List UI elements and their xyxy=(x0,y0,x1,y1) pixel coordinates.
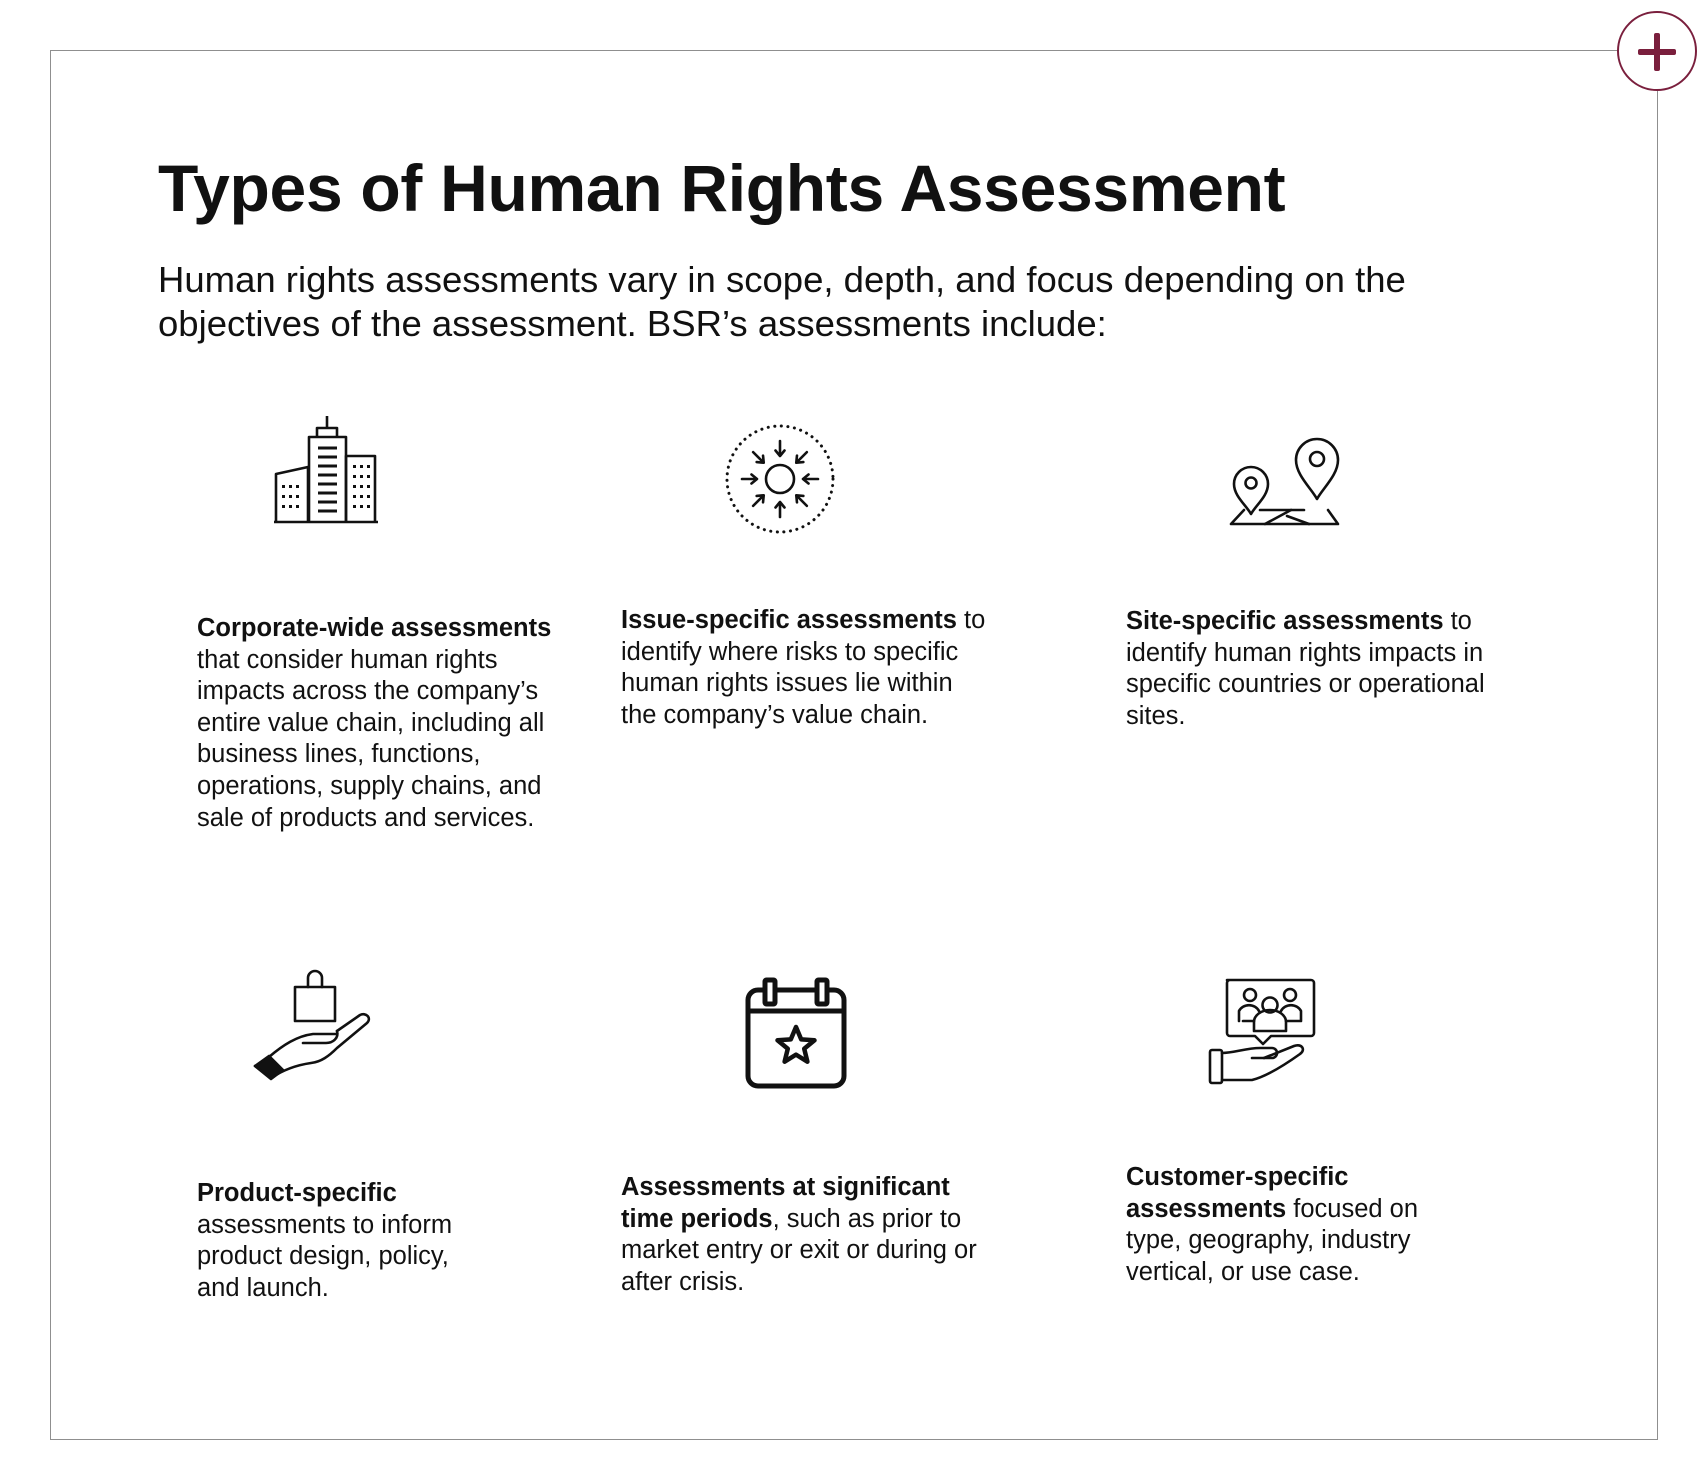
card-description: Corporate-wide assessments that consider human rights impacts across the company’s entire value chain, including all business lines, functions, operations, supply chains, and sale of products and services. xyxy=(197,614,552,832)
card-heading: Customer-specific assessments xyxy=(1126,1163,1349,1223)
card-heading: Product-specific xyxy=(197,1179,397,1207)
card-description: Customer-specific assessments focused on type, geography, industry vertical, or use case. xyxy=(1126,1163,1419,1286)
hand-shopping-bag-icon xyxy=(253,970,373,1090)
hand-customers-icon xyxy=(1208,978,1318,1086)
expand-button[interactable] xyxy=(1617,11,1697,91)
card-description: Site-specific assessments to identify human rights impacts in specific countries or operational sites. xyxy=(1126,607,1485,730)
card-heading: Assessments at significant time periods xyxy=(621,1173,950,1233)
buildings-icon xyxy=(274,415,378,523)
intro-text: Human rights assessments vary in scope, depth, and focus depending on the objectives of the assessment. BSR’s assessments include: xyxy=(158,259,1406,344)
card-heading: Corporate-wide assessments xyxy=(197,614,552,642)
map-pins-icon xyxy=(1229,436,1341,526)
focus-sun-icon xyxy=(724,423,836,535)
card-description: Assessments at significant time periods, such as prior to market entry or exit or during or after crisis. xyxy=(621,1173,977,1296)
page-title: Types of Human Rights Assessment xyxy=(158,151,1286,225)
calendar-star-icon xyxy=(745,977,847,1089)
card-heading: Site-specific assessments xyxy=(1126,607,1444,635)
card-description: Product-specific assessments to inform product design, policy, and launch. xyxy=(197,1179,453,1302)
card-heading: Issue-specific assessments xyxy=(621,606,957,634)
card-description: Issue-specific assessments to identify where risks to specific human rights issues lie within the company’s value chain. xyxy=(621,606,986,729)
